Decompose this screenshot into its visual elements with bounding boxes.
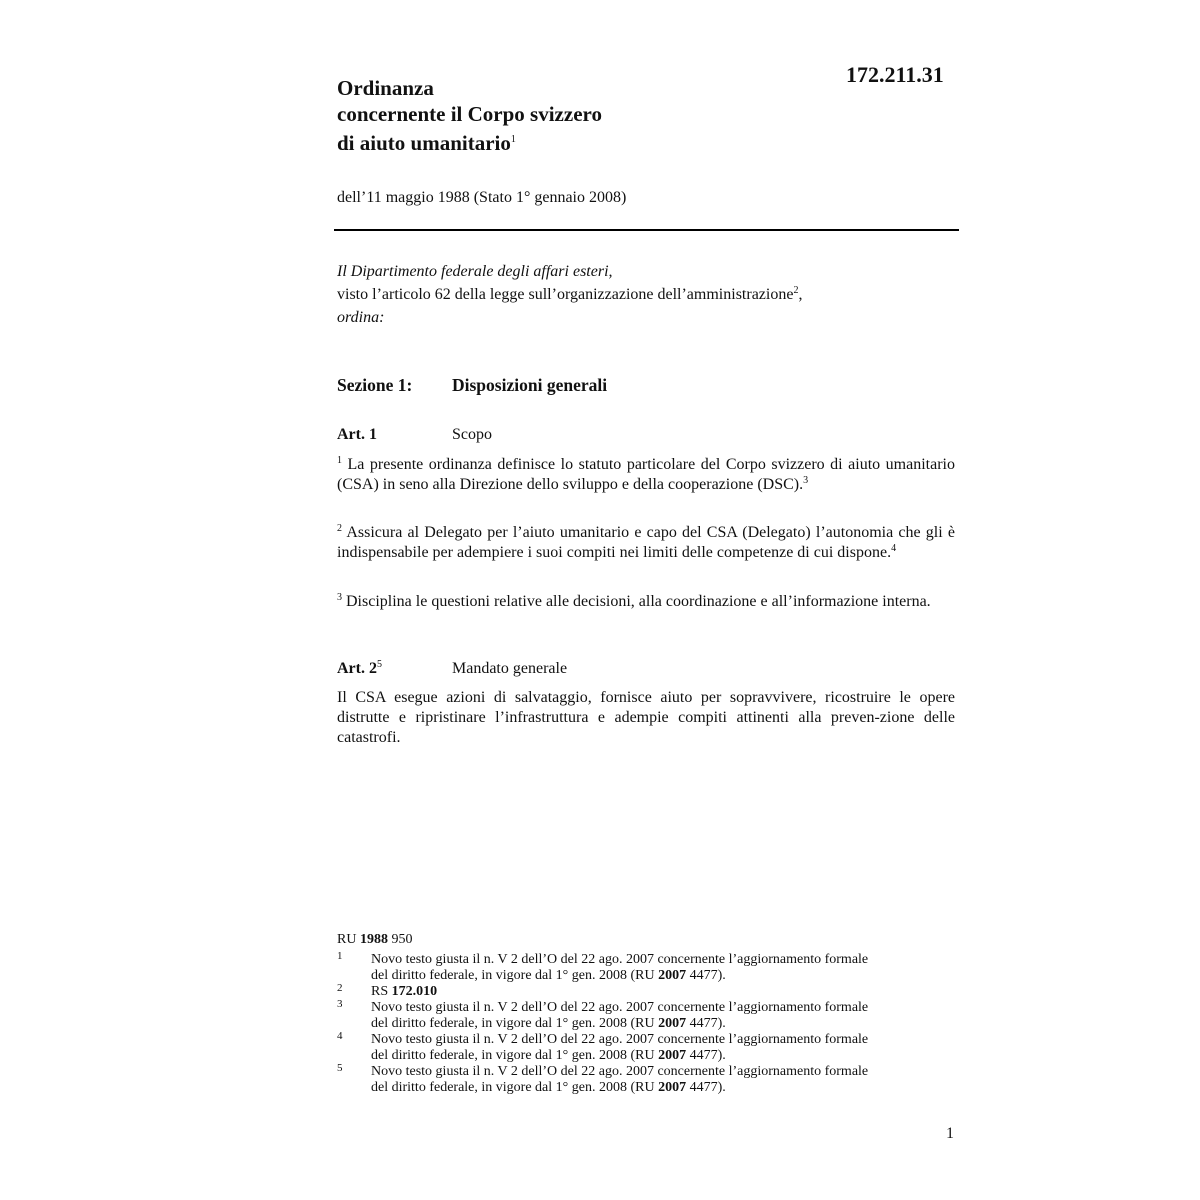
article-1-paragraph: $^1$ La presente ordinanza definisce lo statuto particolare del Corpo svizzero di aiuto umanitario (CSA) in seno alla Direzione dello sviluppo e della cooperazione (DSC).$^3$ bbox=[337, 455, 955, 493]
document-title bbox=[337, 75, 602, 156]
footnote-item: 3 Novo testo giusta il n. V 2 dell’O del 22 ago. 2007 concernente l’aggiornamento formale del diritto federale, in vigore dal 1° gen. 2008 (RU 2007 4477). bbox=[337, 998, 869, 1031]
section-label: Sezione 1: bbox=[337, 375, 413, 395]
footnote-item: 2 RS 172.010 bbox=[337, 982, 438, 999]
footnote-item: 4 Novo testo giusta il n. V 2 dell’O del 22 ago. 2007 concernente l’aggiornamento formale del diritto federale, in vigore dal 1° gen. 2008 (RU 2007 4477). bbox=[337, 1030, 869, 1063]
article-label: Art. 1 bbox=[337, 426, 377, 443]
section-heading bbox=[337, 375, 607, 396]
article-label: Art. $2^5$ bbox=[337, 659, 382, 677]
footnote-ref[interactable]: 2 bbox=[793, 285, 799, 296]
document-date: dell’11 maggio 1988 (Stato 1° gennaio 2008) bbox=[337, 189, 627, 206]
preamble-visto: visto l’articolo 62 della legge sull’organizzazione dell’amministrazione$^2$, bbox=[337, 285, 803, 303]
footnote-item: 5 Novo testo giusta il n. V 2 dell’O del 22 ago. 2007 concernente l’aggiornamento formale del diritto federale, in vigore dal 1° gen. 2008 (RU 2007 4477). bbox=[337, 1062, 869, 1095]
sr-number: 172.211.31 bbox=[846, 62, 944, 87]
title-line: Ordinanza bbox=[337, 76, 434, 100]
page-number: 1 bbox=[946, 1125, 954, 1142]
article-2-text: Il CSA esegue azioni di salvataggio, fornisce aiuto per sopravvivere, ricostruire le opere distrutte e ripristinare l’infrastruttura e adempie compiti attinenti alla preven-zione delle catastrofi. bbox=[337, 689, 955, 746]
article-2-heading bbox=[337, 660, 567, 678]
article-1-paragraph: $^2$ Assicura al Delegato per l’aiuto umanitario e capo del CSA (Delegato) l’autonomia che gli è indispensabile per adempiere i suoi compiti nei limiti delle competenze di cui dispone.$^4$ bbox=[337, 523, 955, 561]
footnote-ref[interactable]: 1 bbox=[510, 134, 516, 145]
title-line: concernente il Corpo svizzero bbox=[337, 102, 602, 126]
ru-reference: RU 1988 950 bbox=[337, 932, 413, 947]
preamble-authority: Il Dipartimento federale degli affari esteri, bbox=[337, 263, 613, 280]
footnote-ref[interactable]: 3 bbox=[803, 475, 809, 486]
footnote-item: 1 Novo testo giusta il n. V 2 dell’O del 22 ago. 2007 concernente l’aggiornamento formale del diritto federale, in vigore dal 1° gen. 2008 (RU 2007 4477). bbox=[337, 950, 869, 983]
article-1-heading bbox=[337, 426, 492, 444]
title-line: di aiuto umanitario$^1$ bbox=[337, 131, 516, 155]
footnote-ref[interactable]: 4 bbox=[891, 543, 897, 554]
article-1-paragraph: $^3$ Disciplina le questioni relative alle decisioni, alla coordinazione e all’informazione interna. bbox=[337, 592, 931, 610]
article-title: Scopo bbox=[452, 426, 492, 443]
footnote-ref[interactable]: 5 bbox=[376, 659, 382, 670]
header-divider bbox=[334, 229, 959, 231]
preamble-ordina: ordina: bbox=[337, 309, 385, 326]
article-title: Mandato generale bbox=[452, 660, 568, 677]
section-title: Disposizioni generali bbox=[452, 375, 608, 395]
preamble bbox=[337, 260, 955, 329]
